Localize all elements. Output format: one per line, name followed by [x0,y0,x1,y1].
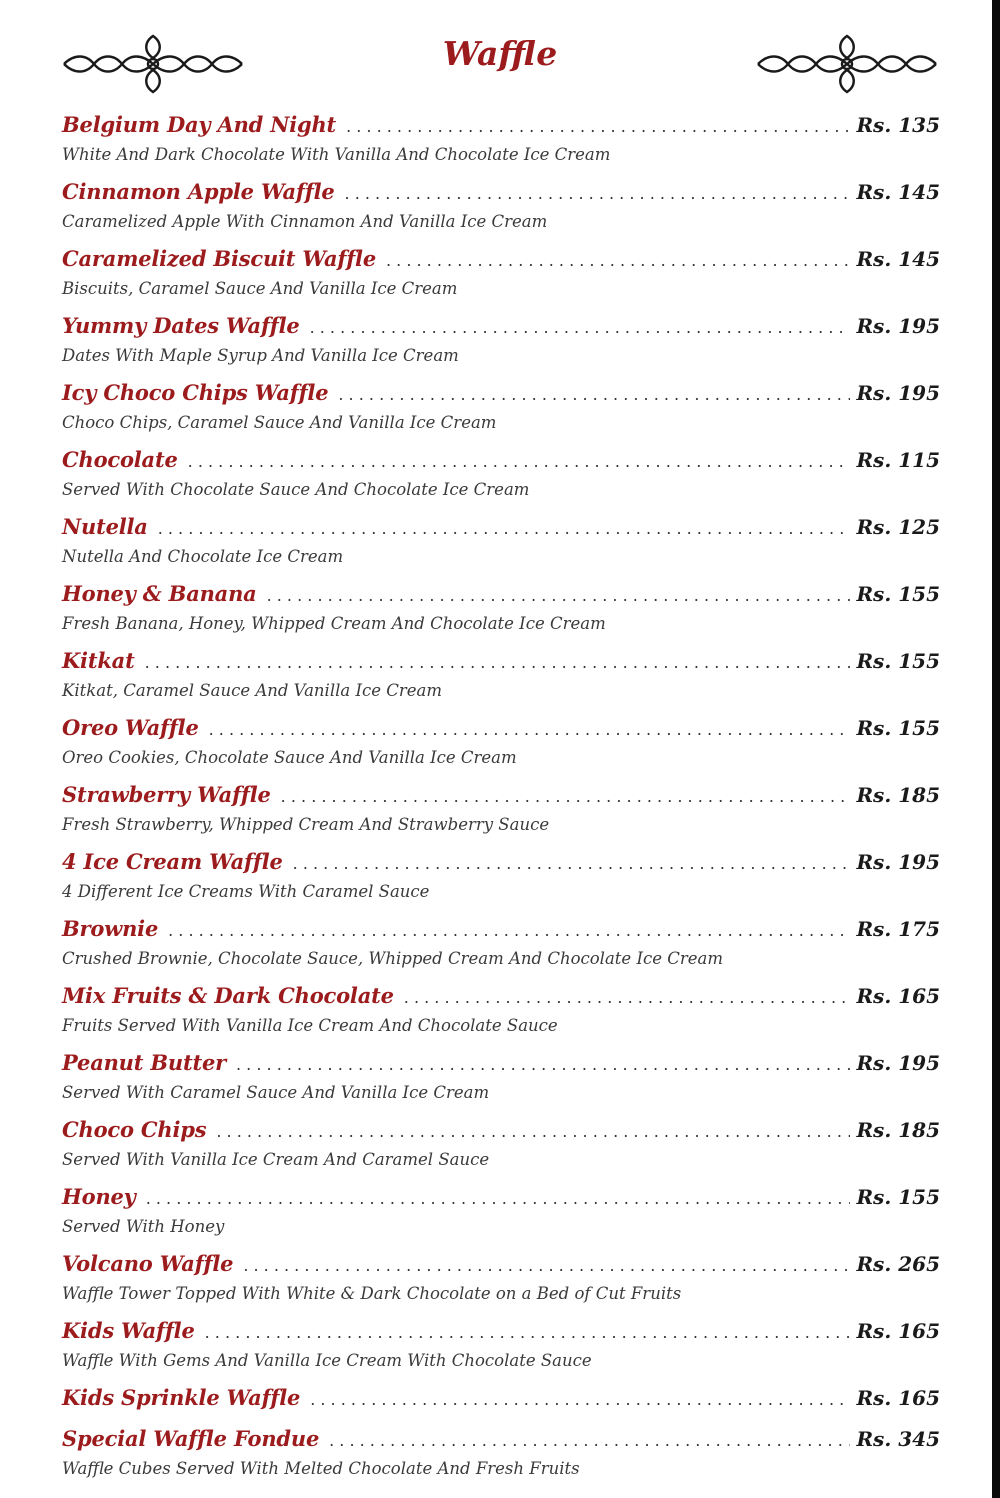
item-description: Served With Chocolate Sauce And Chocolate Ice Cream [62,480,530,499]
item-price: Rs. 175 [856,917,940,941]
item-name: Peanut Butter [62,1050,226,1075]
item-price: Rs. 165 [856,1386,940,1410]
menu-item [62,849,940,916]
item-description: Caramelized Apple With Cinnamon And Vanilla Ice Cream [62,212,548,231]
item-description: Served With Vanilla Ice Cream And Caramel Sauce [62,1150,490,1169]
menu-item [62,581,940,648]
item-name: Yummy Dates Waffle [62,313,300,338]
item-price: Rs. 195 [856,850,940,874]
scroll-flourish-icon [754,32,940,96]
item-description: Fresh Banana, Honey, Whipped Cream And Chocolate Ice Cream [62,614,606,633]
item-price: Rs. 185 [856,783,940,807]
menu-list [62,112,940,1493]
dot-leader [236,1055,850,1074]
item-description: Biscuits, Caramel Sauce And Vanilla Ice Cream [62,279,458,298]
menu-item [62,179,940,246]
item-price: Rs. 195 [856,1051,940,1075]
item-description: Waffle Cubes Served With Melted Chocolate And Fresh Fruits [62,1459,580,1478]
item-name: Choco Chips [62,1117,207,1142]
menu-item [62,648,940,715]
item-description: Fruits Served With Vanilla Ice Cream And Chocolate Sauce [62,1016,558,1035]
dot-leader [243,1256,850,1275]
item-price: Rs. 265 [856,1252,940,1276]
dot-leader [267,586,851,605]
item-price: Rs. 145 [856,180,940,204]
item-name: Volcano Waffle [62,1251,234,1276]
dot-leader [209,720,851,739]
menu-item [62,983,940,1050]
item-description: White And Dark Chocolate With Vanilla And Chocolate Ice Cream [62,145,611,164]
item-name: Honey & Banana [62,581,257,606]
item-price: Rs. 125 [856,515,940,539]
item-description: Fresh Strawberry, Whipped Cream And Strawberry Sauce [62,815,550,834]
item-description: Waffle With Gems And Vanilla Ice Cream With Chocolate Sauce [62,1351,592,1370]
menu-item [62,715,940,782]
dot-leader [281,787,851,806]
dot-leader [188,452,851,471]
item-name: Kids Sprinkle Waffle [62,1385,301,1410]
item-name: Mix Fruits & Dark Chocolate [62,983,394,1008]
menu-item [62,1050,940,1117]
item-price: Rs. 185 [856,1118,940,1142]
item-price: Rs. 155 [856,582,940,606]
item-price: Rs. 115 [856,448,940,472]
item-price: Rs. 195 [856,314,940,338]
item-name: Nutella [62,514,148,539]
item-name: Cinnamon Apple Waffle [62,179,335,204]
dot-leader [404,988,851,1007]
menu-item [62,1385,940,1426]
right-edge-bar [992,0,1000,1498]
menu-item [62,1184,940,1251]
menu-item [62,782,940,849]
item-price: Rs. 135 [856,113,940,137]
item-description: Dates With Maple Syrup And Vanilla Ice Cream [62,346,459,365]
item-description: Choco Chips, Caramel Sauce And Vanilla Ice Cream [62,413,497,432]
item-name: Caramelized Biscuit Waffle [62,246,376,271]
dot-leader [345,184,851,203]
menu-item [62,1117,940,1184]
menu-item [62,112,940,179]
item-name: Icy Choco Chips Waffle [62,380,329,405]
menu-item [62,380,940,447]
item-description: Nutella And Chocolate Ice Cream [62,547,344,566]
item-name: Oreo Waffle [62,715,199,740]
menu-item [62,1318,940,1385]
menu-item [62,313,940,380]
item-price: Rs. 165 [856,984,940,1008]
item-price: Rs. 145 [856,247,940,271]
menu-header [60,28,940,104]
menu-item [62,916,940,983]
dot-leader [293,854,851,873]
dot-leader [216,1122,850,1141]
dot-leader [146,1189,851,1208]
dot-leader [168,921,850,940]
menu-item [62,447,940,514]
item-name: Strawberry Waffle [62,782,271,807]
dot-leader [329,1431,850,1450]
item-description: Served With Honey [62,1217,225,1236]
item-price: Rs. 165 [856,1319,940,1343]
item-price: Rs. 155 [856,649,940,673]
item-name: Honey [62,1184,136,1209]
dot-leader [158,519,851,538]
page-title: Waffle [442,34,558,73]
item-price: Rs. 195 [856,381,940,405]
dot-leader [386,251,850,270]
item-name: Special Waffle Fondue [62,1426,320,1451]
item-price: Rs. 155 [856,1185,940,1209]
item-description: Crushed Brownie, Chocolate Sauce, Whipped Cream And Chocolate Ice Cream [62,949,723,968]
dot-leader [310,318,851,337]
item-name: Belgium Day And Night [62,112,337,137]
dot-leader [205,1323,851,1342]
item-name: 4 Ice Cream Waffle [62,849,283,874]
item-name: Chocolate [62,447,178,472]
item-name: Kids Waffle [62,1318,195,1343]
dot-leader [145,653,851,672]
menu-item [62,514,940,581]
item-description: Waffle Tower Topped With White & Dark Chocolate on a Bed of Cut Fruits [62,1284,682,1303]
menu-item [62,1426,940,1493]
item-price: Rs. 155 [856,716,940,740]
item-price: Rs. 345 [856,1427,940,1451]
item-description: Served With Caramel Sauce And Vanilla Ice Cream [62,1083,490,1102]
dot-leader [338,385,850,404]
menu-item [62,1251,940,1318]
item-description: Oreo Cookies, Chocolate Sauce And Vanilla Ice Cream [62,748,517,767]
item-description: Kitkat, Caramel Sauce And Vanilla Ice Cream [62,681,442,700]
item-description: 4 Different Ice Creams With Caramel Sauce [62,882,430,901]
item-name: Brownie [62,916,159,941]
menu-item [62,246,940,313]
dot-leader [346,117,850,136]
dot-leader [310,1390,850,1409]
item-name: Kitkat [62,648,135,673]
